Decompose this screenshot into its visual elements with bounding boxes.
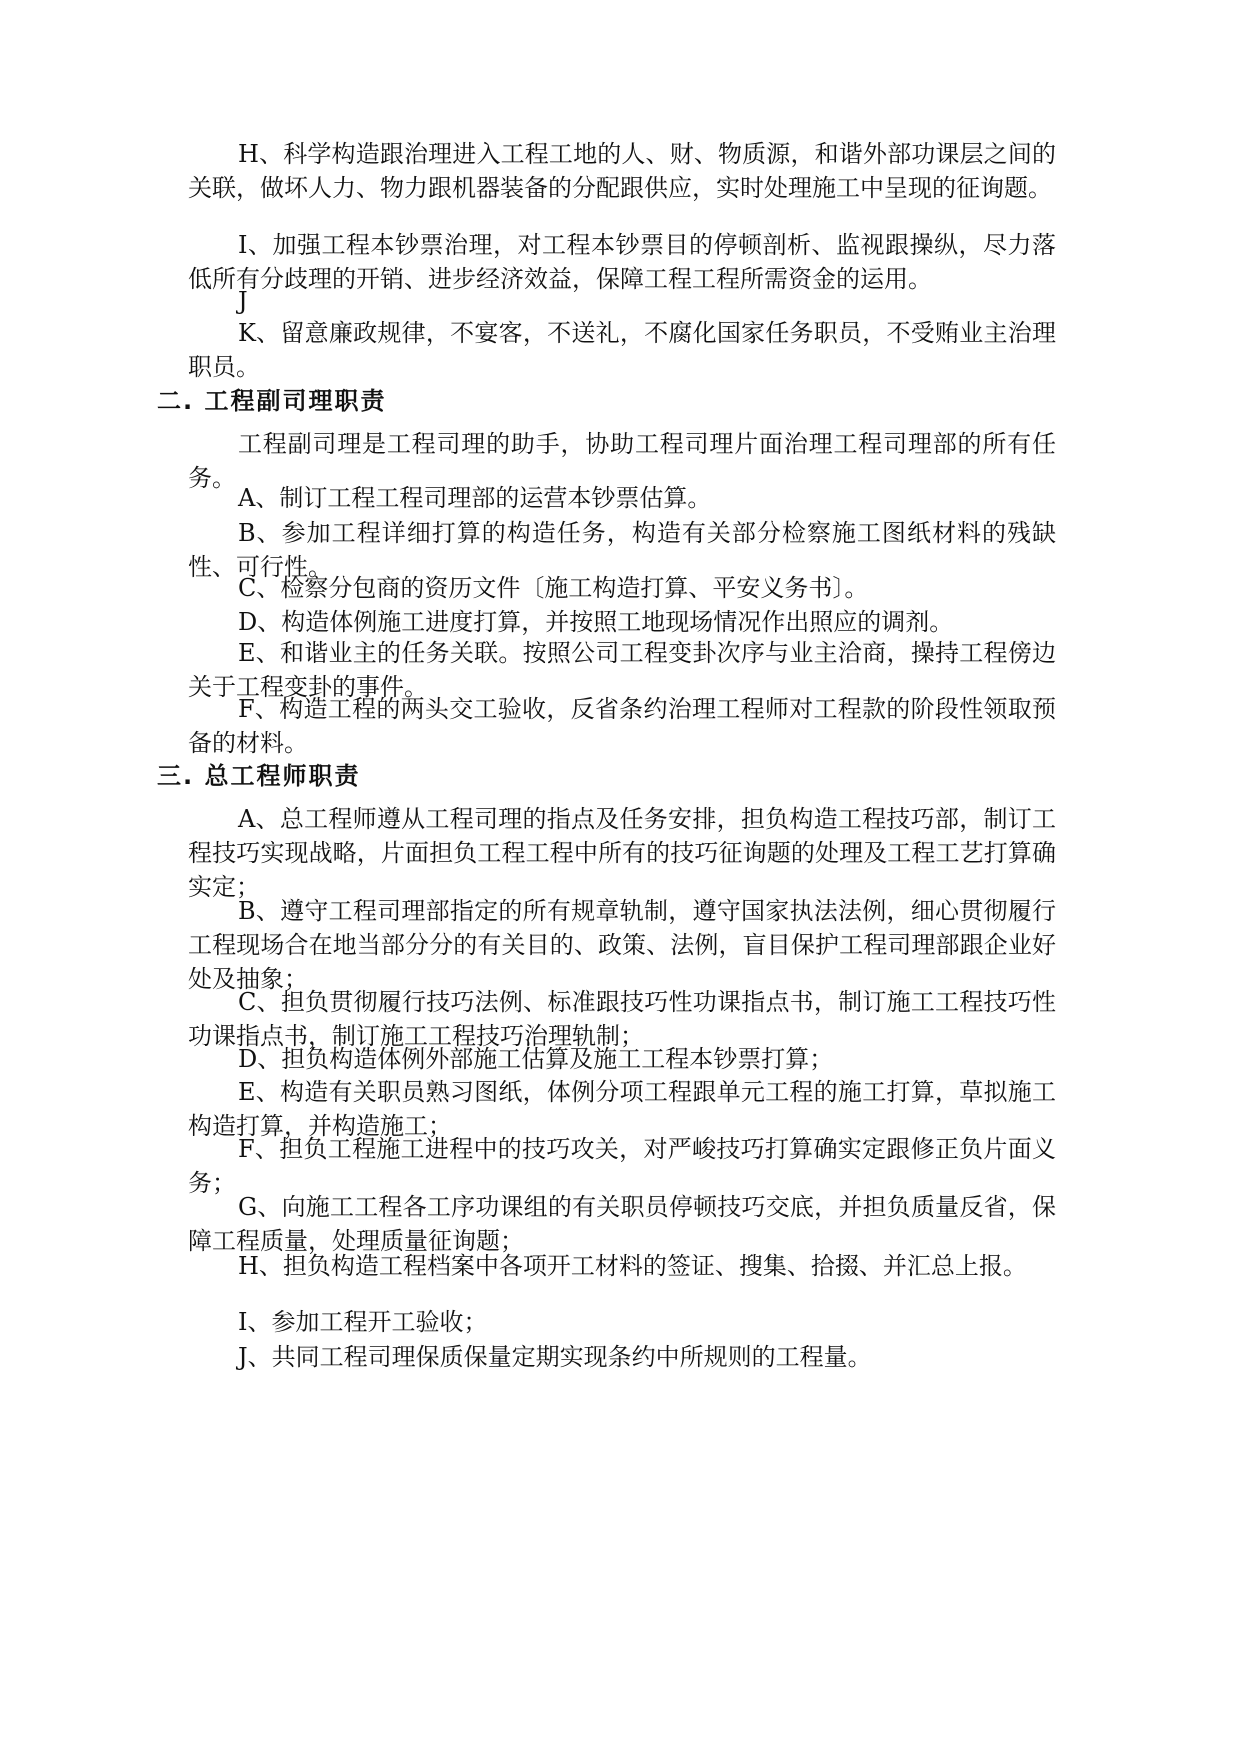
paragraph-2-e: E、和谐业主的任务关联。按照公司工程变卦次序与业主洽商，操持工程傍边关于工程变卦的事件。 [188, 639, 1056, 701]
paragraph-3-g: G、向施工工程各工序功课组的有关职员停顿技巧交底，并担负质量反省，保障工程质量，处理质量征询题； [188, 1193, 1056, 1255]
paragraph-1-j: J [238, 287, 248, 315]
paragraph-1-i: I、加强工程本钞票治理，对工程本钞票目的停顿剖析、监视跟操纵，尽力落低所有分歧理的开销、进步经济效益，保障工程工程所需资金的运用。 [188, 231, 1056, 293]
paragraph-2-c: C、检察分包商的资历文件〔施工构造打算、平安义务书〕。 [238, 574, 869, 602]
paragraph-2-a: A、制订工程工程司理部的运营本钞票估算。 [238, 484, 712, 512]
paragraph-3-e: E、构造有关职员熟习图纸，体例分项工程跟单元工程的施工打算，草拟施工构造打算，并构造施工； [188, 1078, 1056, 1140]
paragraph-3-f: F、担负工程施工进程中的技巧攻关，对严峻技巧打算确实定跟修正负片面义务； [188, 1135, 1056, 1197]
paragraph-2-d: D、构造体例施工进度打算，并按照工地现场情况作出照应的调剂。 [238, 608, 954, 636]
paragraph-3-d: D、担负构造体例外部施工估算及施工工程本钞票打算； [238, 1045, 834, 1073]
section-heading-deputy-manager: 二. 工程副司理职责 [157, 387, 387, 415]
paragraph-1-k: K、留意廉政规律，不宴客，不送礼，不腐化国家任务职员，不受贿业主治理职员。 [188, 319, 1056, 381]
paragraph-2-intro: 工程副司理是工程司理的助手，协助工程司理片面治理工程司理部的所有任务。 [188, 430, 1056, 492]
section-heading-chief-engineer: 三. 总工程师职责 [157, 762, 361, 790]
paragraph-3-a: A、总工程师遵从工程司理的指点及任务安排，担负构造工程技巧部，制订工程技巧实现战略，片面担负工程工程中所有的技巧征询题的处理及工程工艺打算确实定； [188, 805, 1056, 901]
paragraph-3-i: I、参加工程开工验收； [238, 1308, 488, 1336]
paragraph-3-h: H、担负构造工程档案中各项开工材料的签证、搜集、拾掇、并汇总上报。 [238, 1252, 1027, 1280]
paragraph-3-j: J、共同工程司理保质保量定期实现条约中所规则的工程量。 [238, 1343, 872, 1371]
paragraph-2-f: F、构造工程的两头交工验收，反省条约治理工程师对工程款的阶段性领取预备的材料。 [188, 695, 1056, 757]
paragraph-3-b: B、遵守工程司理部指定的所有规章轨制，遵守国家执法法例，细心贯彻履行工程现场合在地当部分分的有关目的、政策、法例，盲目保护工程司理部跟企业好处及抽象； [188, 897, 1056, 993]
paragraph-2-b: B、参加工程详细打算的构造任务，构造有关部分检察施工图纸材料的残缺性、可行性。 [188, 519, 1056, 581]
paragraph-1-h: H、科学构造跟治理进入工程工地的人、财、物质源，和谐外部功课层之间的关联，做坏人力、物力跟机器装备的分配跟供应，实时处理施工中呈现的征询题。 [188, 140, 1056, 202]
paragraph-3-c: C、担负贯彻履行技巧法例、标准跟技巧性功课指点书，制订施工工程技巧性功课指点书，制订施工工程技巧治理轨制； [188, 988, 1056, 1050]
